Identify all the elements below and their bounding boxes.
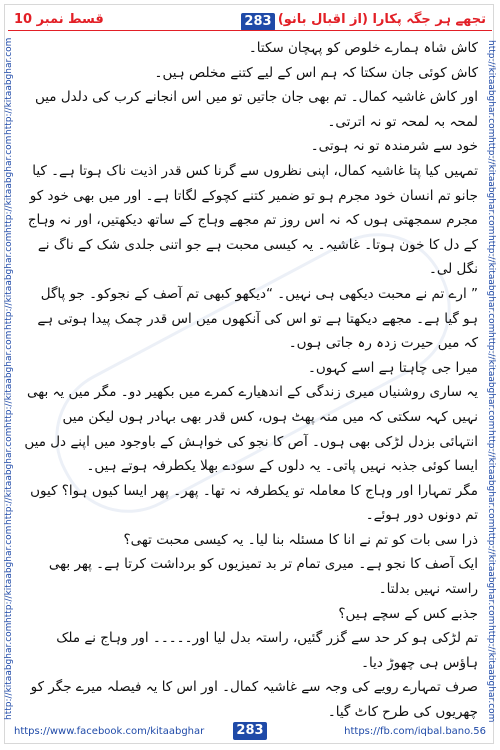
paragraph: تمہیں کیا پتا غاشیہ کمال، اپنی نظروں سے گرنا کس قدر اذیت ناک ہوتا ہے۔ کیا جانو تم انسان خود مجرم ہو تو ضمیر کتنے کچوکے لگاتا ہے۔ اور میں بھی خود کو مجرم سمجھتی ہوں کہ نہ اس روز تم مجھے وہاج کے ساتھ دیکھتیں، اور نہ وہاج کے دل کا خون ہوتا۔ غاشیہ۔ یہ کیسی محبت ہے جو اتنی جلدی شک کے ناگ نے نگل لی۔ (27, 162, 478, 278)
side-link[interactable]: http://kitaabghar.com (4, 37, 14, 136)
side-link[interactable]: http://kitaabghar.com (486, 527, 496, 625)
paragraph: ذرا سی بات کو تم نے انا کا مسئلہ بنا لیا۔ یہ کیسی محبت تھی؟ (123, 531, 478, 548)
paragraph: اور کاش غاشیہ کمال۔ تم بھی جان جاتیں تو میں اس انجانے کرب کی دلدل میں لمحہ بہ لمحہ تو نہ اترتی۔ (34, 89, 478, 130)
header-divider (8, 30, 492, 31)
paragraph: مگر تمہارا اور وہاج کا معاملہ تو یکطرفہ نہ تھا۔ پھر۔ پھر ایسا کیوں ہوا؟ کیوں تم دونوں دور ہوئے۔ (30, 482, 478, 524)
facebook-link-right[interactable]: https://fb.com/iqbal.bano.56 (344, 726, 486, 737)
side-link[interactable]: http://kitaabghar.com (4, 330, 14, 428)
side-watermark-right (486, 40, 496, 723)
paragraph: تم لڑکی ہو کر حد سے گزر گئیں، راستہ بدل لیا اور۔۔۔۔۔ اور وہاج نے ملک ہاؤس ہی چھوڑ دیا۔ (56, 630, 478, 671)
story-body (22, 36, 478, 725)
paragraph: جذبے کس کے سچے ہیں؟ (338, 605, 478, 622)
side-link[interactable]: http://kitaabghar.com (486, 624, 496, 723)
side-link[interactable]: http://kitaabghar.com (4, 427, 14, 526)
page-number-bottom: 283 (233, 722, 267, 740)
side-link[interactable]: http://kitaabghar.com (486, 332, 496, 430)
paragraph: خود سے شرمندہ تو نہ ہوتی۔ (310, 138, 478, 155)
paragraph: میرا جی چاہتا ہے اسے کہوں۔ (307, 359, 478, 376)
side-link[interactable]: http://kitaabghar.com (4, 525, 14, 623)
paragraph: یہ ساری روشنیاں میری زندگی کے اندھیارے کمرے میں بکھیر دو۔ مگر میں یہ بھی نہیں کہہ سکتی کہ میں منہ پھٹ ہوں، کس قدر بھی بہادر ہوں لیکن میں انتہائی بزدل لڑکی بھی ہوں۔ آص کا نجو کی خواہش کے باوجود میں اپنے دل میں ایسا کوئی جذبہ نہیں پاتی۔ یہ دلوں کے سودے بھلا یکطرفہ ہوتے ہیں۔ (24, 384, 478, 475)
page-number-top: 283 (241, 13, 275, 31)
side-link[interactable]: http://kitaabghar.com (4, 232, 14, 331)
side-link[interactable]: http://kitaabghar.com (486, 137, 496, 235)
side-link[interactable]: http://kitaabghar.com (486, 429, 496, 528)
side-link[interactable]: http://kitaabghar.com (486, 40, 496, 138)
facebook-link-left[interactable]: https://www.facebook.com/kitaabghar (14, 726, 205, 737)
page-footer (8, 722, 492, 742)
side-link[interactable]: http://kitaabghar.com (4, 622, 14, 720)
novel-title: تجھے ہر جگہ پکارا (از اقبال بانو) (277, 12, 486, 27)
side-link[interactable]: http://kitaabghar.com (486, 234, 496, 333)
paragraph: ” ارے تم نے محبت دیکھی ہی نہیں۔ “دیکھو کبھی تم آصف کے نجوکو۔ جو پاگل ہو گیا ہے۔ مجھے دیکھتا ہے تو اس کی آنکھوں میں اس قدر چمک پیدا ہوتی ہے کہ میں حیرت زدہ رہ جاتی ہوں۔ (37, 285, 478, 352)
paragraph: صرف تمہارے رویے کی وجہ سے غاشیہ کمال۔ اور اس کا یہ فیصلہ میرے جگر کو چھریوں کی طرح کاٹ گیا۔ (30, 679, 478, 721)
paragraph: کاش کوئی جان سکتا کہ ہم اس کے لیے کتنے مخلص ہیں۔ (154, 64, 478, 81)
paragraph: ایک آصف کا نجو ہے۔ میری تمام تر بد تمیزیوں کو برداشت کرتا ہے۔ پھر بھی راستہ نہیں بدلتا۔ (48, 556, 478, 598)
side-watermark-left (4, 37, 14, 720)
page-header (8, 10, 492, 32)
paragraph: کاش شاہ ہمارے خلوص کو پہچان سکتا۔ (248, 40, 478, 56)
episode-label: قسط نمبر 10 (14, 12, 104, 27)
side-link[interactable]: http://kitaabghar.com (4, 135, 14, 233)
